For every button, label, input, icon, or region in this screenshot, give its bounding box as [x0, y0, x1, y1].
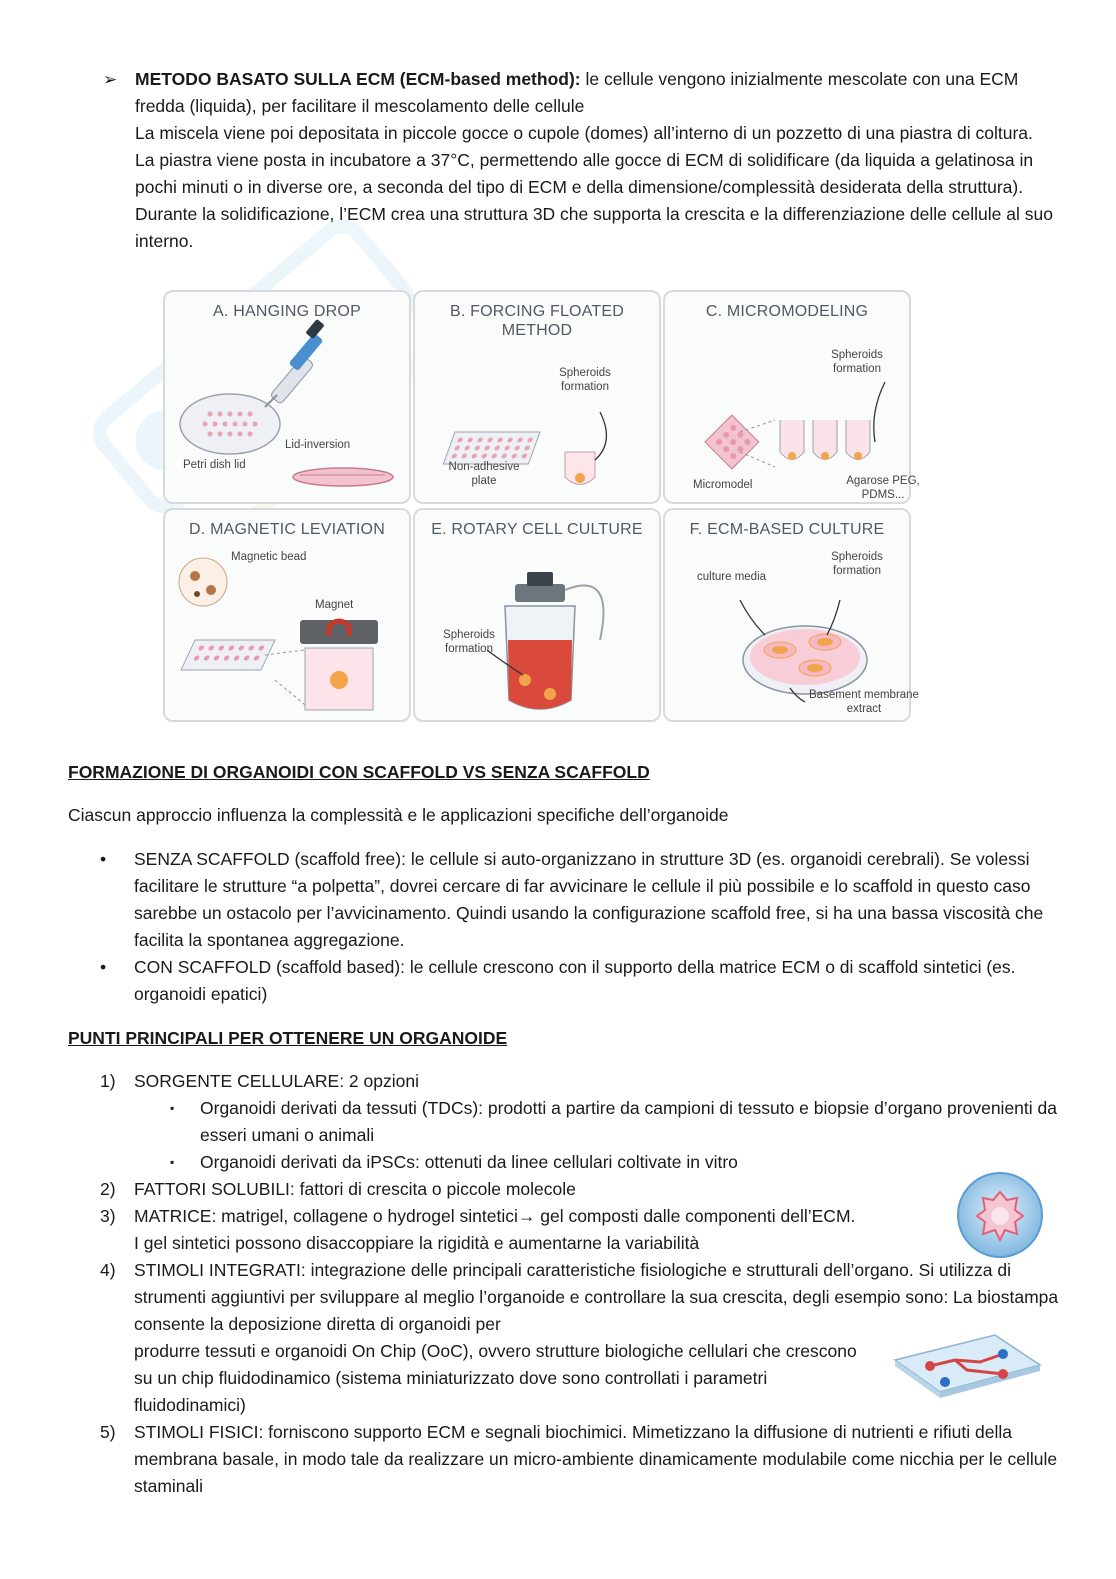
- list-item-continuation: [100, 1338, 864, 1419]
- list-number: 1): [100, 1071, 116, 1091]
- label-agarose: Agarose PEG, PDMS...: [846, 475, 920, 501]
- list-item: [100, 1068, 1060, 1095]
- panel-title: D. MAGNETIC LEVIATION: [189, 521, 385, 538]
- bullet-icon: •: [100, 957, 107, 977]
- list-item: [100, 1203, 864, 1257]
- panel-title: B. FORCING FLOATED METHOD: [450, 303, 624, 339]
- organ-on-chip-image: [885, 1330, 1045, 1400]
- label-spheroids-formation: Spheroids formation: [831, 349, 883, 375]
- list-item: [100, 954, 1050, 1008]
- main-points-list: [100, 1068, 1060, 1500]
- label-petri-dish-lid: Petri dish lid: [183, 459, 246, 471]
- arrow-bullet-icon: ➢: [103, 70, 118, 89]
- label-micromodel: Micromodel: [693, 479, 753, 491]
- list-item-text: SENZA SCAFFOLD (scaffold free): le cellule si auto-organizzano in strutture 3D (es. organoidi cerebrali). Se volessi facilitare le strutture “a polpetta”, dovrei cercare di far avvicinare le cellule il più possibile e lo scaffold in questo caso sarebbe un ostacolo per l’avvicinamento. Quindi usando la configurazione scaffold free, si ha una bassa viscosità che facilita la spontanea aggregazione.: [134, 849, 1044, 950]
- ecm-method-paragraph: [103, 66, 1063, 255]
- list-item-text: STIMOLI INTEGRATI: integrazione delle principali caratteristiche fisiologiche e strutturali dell’organo. Si utilizza di strumenti aggiuntivi per sviluppare al meglio l’organoide e controllare la sua crescita, degli esempio sono: La biostampa consente la deposizione diretta di organoidi per: [134, 1260, 1059, 1334]
- list-item-text: STIMOLI FISICI: forniscono supporto ECM e segnali biochimici. Mimetizzano la diffusione di nutrienti e rifiuti della membrana basale, in modo tale da realizzare un micro-ambiente dinamicamente modulabile come nicchia per le cellule staminali: [134, 1422, 1058, 1496]
- list-item-text: CON SCAFFOLD (scaffold based): le cellule crescono con il supporto della matrice ECM o di scaffold sintetici (es. organoidi epatici): [134, 957, 1016, 1004]
- list-item: [100, 1176, 1060, 1203]
- rotary-culture-illustration: [415, 510, 659, 720]
- panel-title: F. ECM-BASED CULTURE: [689, 521, 885, 538]
- panel-forcing-floated: [413, 290, 661, 504]
- list-item-text: MATRICE: matrigel, collagene o hydrogel sintetici→ gel composti dalle componenti dell’ECM. I gel sintetici possono disaccoppiare la rigidità e aumentarne la variabilità: [134, 1206, 856, 1253]
- label-non-adhesive-plate: Non-adhesive plate: [448, 461, 520, 487]
- square-bullet-icon: ▪: [170, 1155, 175, 1169]
- heading-scaffold-vs-no-scaffold: FORMAZIONE DI ORGANOIDI CON SCAFFOLD VS SENZA SCAFFOLD: [68, 762, 650, 782]
- panel-magnetic-leviation: [163, 508, 411, 722]
- label-spheroids-formation: Spheroids formation: [443, 629, 495, 655]
- sub-item-text: Organoidi derivati da iPSCs: ottenuti da linee cellulari coltivate in vitro: [200, 1152, 738, 1172]
- micromodeling-illustration: [665, 292, 909, 502]
- list-item-text: produrre tessuti e organoidi On Chip (OoC), ovvero strutture biologiche cellulari che crescono su un chip fluidodinamico (sistema miniaturizzato dove sono controllati i parametri fluidodinamici): [134, 1341, 857, 1415]
- panel-title: A. HANGING DROP: [213, 303, 361, 320]
- organoid-sphere-image: [955, 1170, 1045, 1260]
- panel-micromodeling: [663, 290, 920, 504]
- panel-title: E. ROTARY CELL CULTURE: [431, 521, 643, 538]
- label-basement-membrane-extract: Basement membrane extract: [809, 689, 919, 715]
- list-number: 5): [100, 1422, 116, 1442]
- scaffold-bullet-list: [100, 846, 1050, 1008]
- label-lid-inversion: Lid-inversion: [285, 439, 351, 451]
- panel-hanging-drop: [163, 290, 411, 504]
- sub-list-item: [100, 1149, 1060, 1176]
- list-item-text: SORGENTE CELLULARE: 2 opzioni: [134, 1071, 419, 1091]
- panel-title: C. MICROMODELING: [705, 303, 869, 320]
- spheroid-methods-figure: [163, 290, 947, 726]
- list-item-text: FATTORI SOLUBILI: fattori di crescita o piccole molecole: [134, 1179, 576, 1199]
- sub-list-item: [100, 1095, 1060, 1149]
- list-item: [100, 1419, 1060, 1500]
- ecm-method-title: METODO BASATO SULLA ECM (ECM-based method):: [135, 69, 581, 89]
- list-number: 3): [100, 1206, 116, 1226]
- ecm-method-lead-text: le cellule vengono inizialmente mescolate con una ECM fredda (liquida), per facilitare il mescolamento delle cellule: [135, 69, 1019, 116]
- ecm-method-lead: [135, 66, 1063, 120]
- label-spheroids-formation: Spheroids formation: [559, 367, 611, 393]
- list-number: 4): [100, 1260, 116, 1280]
- panel-rotary-cell-culture: [413, 508, 661, 722]
- label-magnet: Magnet: [315, 599, 354, 611]
- heading-main-points: PUNTI PRINCIPALI PER OTTENERE UN ORGANOIDE: [68, 1028, 508, 1048]
- magnetic-leviation-illustration: [165, 510, 409, 720]
- bullet-icon: •: [100, 849, 107, 869]
- sub-item-text: Organoidi derivati da tessuti (TDCs): prodotti a partire da campioni di tessuto e biopsie d’organo provenienti da esseri umani o animali: [200, 1098, 1057, 1145]
- panel-ecm-based-culture: [663, 508, 919, 722]
- list-item: [100, 846, 1050, 954]
- ecm-method-p3: La piastra viene posta in incubatore a 37°C, permettendo alle gocce di ECM di solidificare (da liquida a gelatinosa in pochi minuti o in diverse ore, a seconda del tipo di ECM e della dimensione/complessità desiderata della struttura). Durante la solidificazione, l’ECM crea una struttura 3D che supporta la crescita e la differenziazione delle cellule al suo interno.: [135, 150, 1053, 251]
- list-number: 2): [100, 1179, 116, 1199]
- square-bullet-icon: ▪: [170, 1101, 175, 1115]
- label-spheroids-formation: Spheroids formation: [831, 551, 883, 577]
- ecm-method-p2: La miscela viene poi depositata in piccole gocce o cupole (domes) all’interno di un pozzetto di una piastra di coltura.: [135, 123, 1033, 143]
- label-culture-media: culture media: [697, 571, 767, 583]
- section1-intro: Ciascun approccio influenza la complessità e le applicazioni specifiche dell’organoide: [68, 805, 729, 825]
- label-magnetic-bead: Magnetic bead: [231, 551, 307, 563]
- list-item: [100, 1257, 1060, 1338]
